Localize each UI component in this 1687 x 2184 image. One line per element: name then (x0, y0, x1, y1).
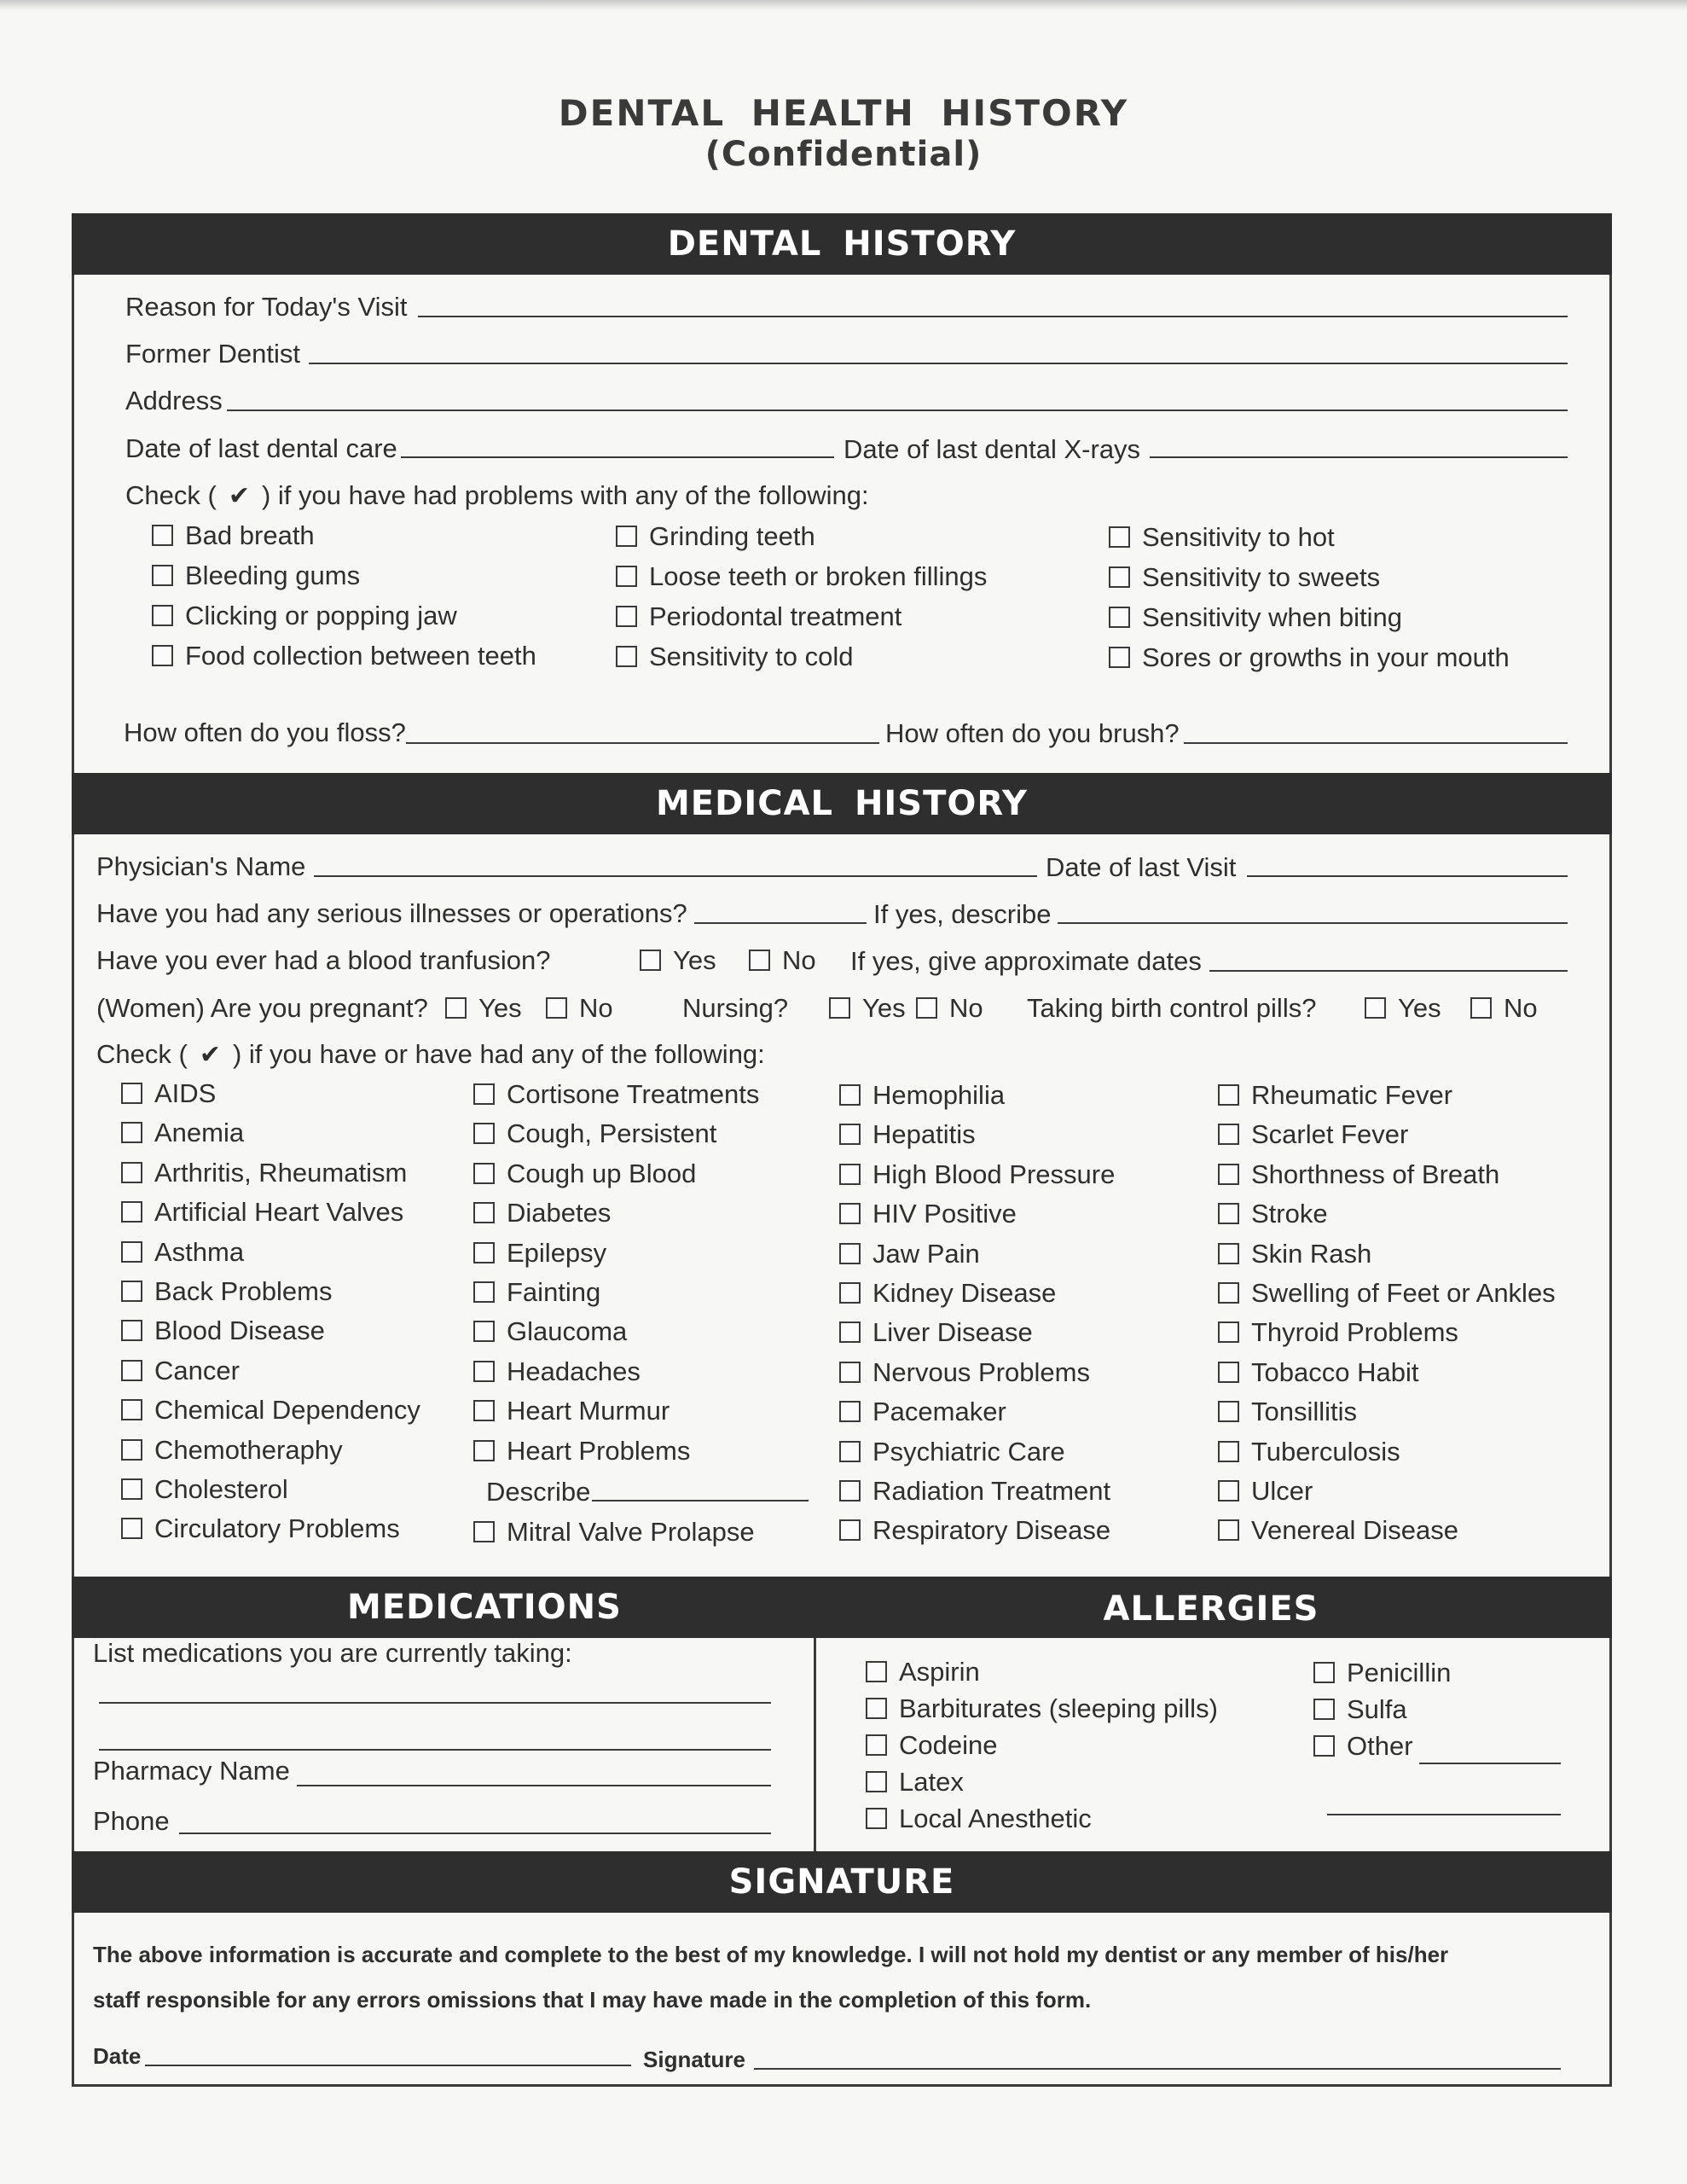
problem-sensitivity-to-sweets[interactable] (1109, 564, 1380, 590)
statement-line-1: The above information is accurate and complete to the best of my knowledge. I will not hold my dentist or any member of his/her (93, 1942, 1449, 1967)
checkbox[interactable] (866, 1661, 887, 1682)
checkbox[interactable] (152, 525, 173, 546)
illness-label: Have you had any serious illnesses or operations? (96, 898, 687, 928)
allergy-label: Aspirin (899, 1657, 980, 1687)
checkbox[interactable] (866, 1698, 887, 1719)
problem-sensitivity-to-hot[interactable] (1109, 524, 1335, 550)
checkbox[interactable] (1365, 997, 1386, 1019)
transfusion-yes[interactable]: Yes (640, 947, 716, 973)
condition-skin-rash[interactable] (1218, 1240, 1371, 1267)
condition-label: High Blood Pressure (872, 1159, 1116, 1189)
checkbox[interactable] (1218, 1203, 1239, 1224)
condition-hiv-positive[interactable] (839, 1200, 1017, 1227)
checkbox[interactable] (121, 1281, 142, 1302)
checkbox[interactable] (121, 1122, 142, 1143)
checkbox[interactable] (1218, 1124, 1239, 1145)
checkbox[interactable] (121, 1518, 142, 1539)
checkbox[interactable] (839, 1321, 861, 1343)
condition-headaches[interactable] (473, 1358, 641, 1385)
condition-radiation-treatment[interactable] (839, 1478, 1110, 1504)
checkbox[interactable] (121, 1083, 142, 1104)
checkbox[interactable] (839, 1480, 861, 1502)
condition-chemical-dependency[interactable] (121, 1395, 420, 1426)
condition-fainting[interactable] (473, 1279, 600, 1305)
checkbox[interactable] (839, 1243, 861, 1264)
scan-edge (0, 0, 1687, 10)
allergy-label: Codeine (899, 1730, 998, 1760)
checkbox[interactable] (1218, 1084, 1239, 1106)
condition-label: Asthma (154, 1236, 245, 1267)
date-label: Date (93, 2043, 142, 2069)
medication-line-1[interactable] (99, 1702, 771, 1704)
condition-label: Mitral Valve Prolapse (507, 1517, 755, 1547)
allergy-latex[interactable] (866, 1769, 964, 1795)
problem-label: Sensitivity when biting (1142, 602, 1402, 632)
checkbox[interactable] (473, 1521, 495, 1542)
checkbox[interactable] (473, 1321, 495, 1342)
address-label: Address (125, 386, 223, 415)
condition-rheumatic-fever[interactable] (1218, 1082, 1452, 1108)
condition-label: Cholesterol (154, 1474, 288, 1504)
statement-line-2: staff responsible for any errors omissions that I may have made in the completion of this form. (93, 1987, 1092, 2013)
condition-artificial-heart-valves[interactable] (121, 1197, 404, 1228)
checkbox[interactable] (616, 646, 637, 667)
problem-label: Sensitivity to cold (649, 642, 854, 671)
signature-field[interactable] (754, 2068, 1561, 2070)
checkbox[interactable] (1218, 1321, 1239, 1343)
checkbox[interactable] (1470, 997, 1492, 1019)
condition-label: Blood Disease (154, 1316, 325, 1346)
illness-field[interactable] (694, 922, 867, 924)
condition-cholesterol[interactable] (121, 1476, 288, 1502)
problem-periodontal-treatment[interactable] (616, 603, 901, 630)
problem-sores-or-growths-in-your-mouth[interactable] (1109, 644, 1510, 671)
problem-label: Sensitivity to sweets (1142, 562, 1381, 592)
nursing-no[interactable]: No (916, 995, 983, 1021)
physician-field[interactable] (314, 875, 1037, 877)
illness-describe-field[interactable] (1058, 922, 1568, 924)
condition-label: Heart Problems (507, 1435, 691, 1466)
condition-pacemaker[interactable] (839, 1398, 1006, 1425)
reason-label: Reason for Today's Visit (125, 292, 408, 322)
condition-label: Glaucoma (507, 1316, 628, 1347)
checkbox[interactable] (546, 997, 567, 1019)
condition-tuberculosis[interactable] (1218, 1438, 1400, 1465)
condition-hepatitis[interactable] (839, 1119, 976, 1150)
condition-liver-disease[interactable] (839, 1317, 1033, 1348)
condition-label: Cough up Blood (507, 1158, 697, 1188)
nursing-yes[interactable]: Yes (829, 995, 906, 1021)
problem-sensitivity-to-cold[interactable] (616, 643, 854, 670)
phone-label: Phone (93, 1806, 170, 1836)
signature-label: Signature (643, 2047, 745, 2072)
checkbox[interactable] (1313, 1735, 1335, 1757)
signature-header: SIGNATURE (72, 1851, 1612, 1913)
condition-label: Tuberculosis (1251, 1436, 1400, 1467)
last-visit-label: Date of last Visit (1046, 852, 1237, 882)
checkbox[interactable] (1218, 1164, 1239, 1185)
describe-field[interactable] (592, 1500, 809, 1502)
reason-field[interactable] (418, 316, 1568, 317)
problem-label: Bad breath (185, 520, 315, 550)
transfusion-no[interactable]: No (749, 947, 816, 973)
medication-line-2[interactable] (99, 1749, 771, 1751)
condition-label: Kidney Disease (872, 1278, 1057, 1308)
checkbox[interactable] (616, 526, 637, 547)
checkmark-icon: ✔ (199, 1041, 221, 1069)
condition-label: Shorthness of Breath (1251, 1159, 1500, 1189)
checkbox[interactable] (473, 1163, 495, 1184)
condition-venereal-disease[interactable] (1218, 1515, 1458, 1546)
other-allergy-field[interactable] (1419, 1763, 1561, 1764)
pharmacy-label: Pharmacy Name (93, 1756, 290, 1786)
allergy-label: Penicillin (1347, 1658, 1452, 1687)
checkbox[interactable] (473, 1281, 495, 1303)
checkmark-icon: ✔ (228, 482, 250, 510)
condition-label: Rheumatic Fever (1251, 1080, 1453, 1110)
checkbox[interactable] (121, 1360, 142, 1381)
last-care-field[interactable] (401, 456, 834, 458)
checkbox[interactable] (1109, 526, 1130, 548)
condition-mitral-valve-prolapse[interactable] (473, 1519, 755, 1545)
condition-hemophilia[interactable] (839, 1082, 1005, 1108)
checkbox[interactable] (445, 997, 467, 1019)
condition-glaucoma[interactable] (473, 1318, 627, 1345)
pregnant-label: (Women) Are you pregnant? (96, 993, 428, 1023)
checkbox[interactable] (839, 1203, 861, 1224)
allergy-penicillin[interactable] (1313, 1659, 1451, 1686)
checkbox[interactable] (152, 645, 173, 666)
checkbox[interactable] (1109, 607, 1130, 628)
checkbox[interactable] (1313, 1662, 1335, 1683)
problem-food-collection-between-teeth[interactable] (152, 642, 536, 669)
checkbox[interactable] (1218, 1519, 1239, 1541)
condition-shorthness-of-breath[interactable] (1218, 1161, 1499, 1188)
condition-label: Epilepsy (507, 1237, 607, 1268)
condition-circulatory-problems[interactable] (121, 1515, 400, 1542)
condition-label: Fainting (507, 1277, 601, 1307)
section-divider (814, 1638, 816, 1851)
allergy-label: Latex (899, 1767, 964, 1797)
checkbox[interactable] (839, 1519, 861, 1541)
checkbox[interactable] (473, 1202, 495, 1223)
allergy-label: Other (1347, 1731, 1413, 1761)
condition-psychiatric-care[interactable] (839, 1438, 1065, 1465)
condition-tobacco-habit[interactable] (1218, 1356, 1419, 1387)
checkbox[interactable] (839, 1084, 861, 1106)
former-dentist-label: Former Dentist (125, 339, 300, 369)
condition-cough-persistent[interactable] (473, 1120, 716, 1147)
floss-label: How often do you floss? (124, 717, 406, 747)
allergy-label: Sulfa (1347, 1694, 1407, 1724)
checkbox[interactable] (1313, 1699, 1335, 1720)
condition-respiratory-disease[interactable] (839, 1515, 1111, 1546)
birth-control-label: Taking birth control pills? (1027, 993, 1317, 1023)
checkbox[interactable] (1109, 566, 1130, 588)
checkbox[interactable] (121, 1478, 142, 1500)
allergy-sulfa[interactable] (1313, 1696, 1407, 1722)
condition-scarlet-fever[interactable] (1218, 1119, 1409, 1150)
allergy-codeine[interactable] (866, 1732, 997, 1758)
dental-history-header: DENTAL HISTORY (72, 213, 1612, 275)
problem-bleeding-gums[interactable] (152, 562, 360, 589)
problem-sensitivity-when-biting[interactable] (1109, 604, 1402, 630)
condition-label: Tonsillitis (1251, 1397, 1358, 1427)
checkbox[interactable] (1218, 1441, 1239, 1462)
condition-chemotheraphy[interactable] (121, 1434, 343, 1465)
checkbox[interactable] (640, 950, 661, 971)
medical-history-header: MEDICAL HISTORY (72, 773, 1612, 834)
pharmacy-field[interactable] (297, 1785, 771, 1786)
condition-blood-disease[interactable] (121, 1317, 325, 1344)
condition-label: Venereal Disease (1251, 1515, 1458, 1546)
checkbox[interactable] (839, 1282, 861, 1304)
condition-label: Cancer (154, 1355, 240, 1385)
medical-check-instruction: Check ( ✔ ) if you have or have had any of the following: (96, 1039, 765, 1069)
condition-label: AIDS (154, 1078, 217, 1108)
checkbox[interactable] (1218, 1362, 1239, 1383)
checkbox[interactable] (121, 1162, 142, 1183)
problem-label: Sores or growths in your mouth (1142, 642, 1510, 672)
transfusion-dates-label: If yes, give approximate dates (850, 946, 1202, 976)
condition-tonsillitis[interactable] (1218, 1398, 1357, 1425)
condition-label: Radiation Treatment (872, 1476, 1111, 1506)
condition-label: Thyroid Problems (1251, 1317, 1458, 1348)
allergy-other[interactable] (1313, 1733, 1413, 1759)
checkbox[interactable] (121, 1320, 142, 1341)
checkbox[interactable] (121, 1439, 142, 1461)
condition-label: Stroke (1251, 1199, 1328, 1229)
brush-label: How often do you brush? (885, 718, 1180, 748)
condition-high-blood-pressure[interactable] (839, 1161, 1115, 1188)
date-field[interactable] (145, 2065, 631, 2066)
condition-aids[interactable] (121, 1080, 216, 1107)
checkbox[interactable] (839, 1124, 861, 1145)
checkbox[interactable] (1109, 647, 1130, 668)
floss-field[interactable] (406, 742, 879, 744)
condition-label: Diabetes (507, 1198, 612, 1228)
birth-control-no[interactable]: No (1470, 995, 1538, 1021)
condition-back-problems[interactable] (121, 1278, 332, 1304)
condition-swelling-of-feet-or-ankles[interactable] (1218, 1280, 1556, 1306)
checkbox[interactable] (839, 1164, 861, 1185)
pregnant-no[interactable]: No (546, 995, 613, 1021)
checkbox[interactable] (473, 1400, 495, 1421)
checkbox[interactable] (916, 997, 937, 1019)
problem-bad-breath[interactable] (152, 522, 315, 549)
condition-nervous-problems[interactable] (839, 1356, 1090, 1387)
phone-field[interactable] (179, 1833, 771, 1834)
condition-label: Back Problems (154, 1276, 333, 1306)
brush-field[interactable] (1184, 742, 1568, 744)
last-xray-field[interactable] (1150, 456, 1568, 458)
allergies-header: ALLERGIES (1103, 1589, 1319, 1629)
physician-label: Physician's Name (96, 851, 306, 881)
nursing-label: Nursing? (682, 993, 789, 1023)
condition-label: Scarlet Fever (1251, 1119, 1409, 1150)
checkbox[interactable] (616, 566, 637, 587)
checkbox[interactable] (1218, 1282, 1239, 1304)
condition-arthritis-rheumatism[interactable] (121, 1159, 407, 1186)
checkbox[interactable] (866, 1771, 887, 1792)
address-field[interactable] (227, 410, 1568, 411)
problem-label: Clicking or popping jaw (185, 601, 457, 630)
checkbox[interactable] (121, 1399, 142, 1420)
checkbox[interactable] (473, 1123, 495, 1144)
condition-ulcer[interactable] (1218, 1478, 1313, 1504)
checkbox[interactable] (866, 1808, 887, 1829)
condition-label: Circulatory Problems (154, 1513, 400, 1544)
condition-label: Arthritis, Rheumatism (154, 1157, 408, 1188)
problem-loose-teeth-or-broken-fillings[interactable] (616, 563, 987, 590)
condition-label: Chemotheraphy (154, 1434, 343, 1465)
checkbox[interactable] (1218, 1480, 1239, 1502)
condition-thyroid-problems[interactable] (1218, 1317, 1458, 1348)
condition-label: Cough, Persistent (507, 1118, 717, 1149)
condition-heart-problems[interactable] (473, 1435, 691, 1466)
condition-kidney-disease[interactable] (839, 1280, 1056, 1306)
condition-label: Psychiatric Care (872, 1436, 1065, 1467)
condition-label: Respiratory Disease (872, 1515, 1111, 1546)
problem-label: Food collection between teeth (185, 641, 536, 671)
condition-jaw-pain[interactable] (839, 1240, 980, 1267)
checkbox[interactable] (829, 997, 850, 1019)
checkbox[interactable] (473, 1242, 495, 1263)
checkbox[interactable] (121, 1241, 142, 1263)
problem-label: Loose teeth or broken fillings (649, 561, 988, 591)
allergy-label: Barbiturates (sleeping pills) (899, 1693, 1218, 1723)
medications-list-label: List medications you are currently taking: (93, 1638, 572, 1668)
checkbox[interactable] (473, 1440, 495, 1461)
pregnant-yes[interactable]: Yes (445, 995, 522, 1021)
problem-label: Grinding teeth (649, 521, 815, 551)
condition-label: Liver Disease (872, 1317, 1033, 1348)
condition-label: Swelling of Feet or Ankles (1251, 1278, 1556, 1308)
checkbox[interactable] (473, 1083, 495, 1105)
condition-label: Pacemaker (872, 1397, 1006, 1427)
allergy-aspirin[interactable] (866, 1658, 980, 1685)
last-xray-label: Date of last dental X-rays (844, 434, 1141, 464)
condition-label: Heart Murmur (507, 1396, 670, 1426)
condition-label: Nervous Problems (872, 1356, 1090, 1387)
other-allergy-line-2[interactable] (1327, 1814, 1561, 1815)
checkbox[interactable] (839, 1441, 861, 1462)
allergy-label: Local Anesthetic (899, 1804, 1092, 1833)
condition-label: Hepatitis (872, 1119, 976, 1150)
condition-heart-murmur[interactable] (473, 1397, 670, 1424)
condition-label: Chemical Dependency (154, 1395, 420, 1426)
condition-asthma[interactable] (121, 1236, 245, 1267)
medications-header: MEDICATIONS (347, 1588, 622, 1627)
condition-label: Anemia (154, 1118, 245, 1148)
condition-anemia[interactable] (121, 1119, 244, 1146)
condition-label: Artificial Heart Valves (154, 1197, 404, 1228)
checkbox[interactable] (1218, 1243, 1239, 1264)
condition-cancer[interactable] (121, 1357, 240, 1384)
problem-grinding-teeth[interactable] (616, 523, 815, 549)
checkbox[interactable] (839, 1362, 861, 1383)
last-care-label: Date of last dental care (125, 433, 397, 463)
checkbox[interactable] (473, 1361, 495, 1382)
allergy-barbiturates-sleeping-pills[interactable] (866, 1695, 1218, 1722)
former-dentist-field[interactable] (309, 363, 1568, 364)
checkbox[interactable] (152, 605, 173, 626)
checkbox[interactable] (749, 950, 770, 971)
condition-label: Cortisone Treatments (507, 1079, 760, 1109)
problem-label: Bleeding gums (185, 561, 361, 590)
birth-control-yes[interactable]: Yes (1365, 995, 1441, 1021)
condition-label: Jaw Pain (872, 1238, 980, 1269)
checkbox[interactable] (616, 606, 637, 627)
checkbox[interactable] (1218, 1401, 1239, 1422)
transfusion-label: Have you ever had a blood tranfusion? (96, 945, 551, 975)
problem-clicking-or-popping-jaw[interactable] (152, 602, 457, 629)
condition-cough-up-blood[interactable] (473, 1160, 696, 1187)
condition-label: Tobacco Habit (1251, 1356, 1419, 1387)
problem-label: Sensitivity to hot (1142, 522, 1335, 552)
form-subtitle: (Confidential) (704, 135, 983, 174)
checkbox[interactable] (839, 1401, 861, 1422)
checkbox[interactable] (152, 565, 173, 586)
condition-label: Skin Rash (1251, 1238, 1372, 1269)
checkbox[interactable] (866, 1734, 887, 1756)
transfusion-dates-field[interactable] (1209, 970, 1568, 972)
allergy-local-anesthetic[interactable] (866, 1805, 1092, 1832)
condition-label: Headaches (507, 1356, 641, 1386)
form-title: DENTAL HEALTH HISTORY (558, 92, 1129, 134)
condition-label: Ulcer (1251, 1476, 1313, 1506)
condition-stroke[interactable] (1218, 1200, 1328, 1227)
condition-epilepsy[interactable] (473, 1237, 607, 1268)
problem-label: Periodontal treatment (649, 601, 902, 631)
condition-label: HIV Positive (872, 1199, 1017, 1229)
condition-cortisone-treatments[interactable] (473, 1081, 759, 1107)
describe-label: Describe (486, 1477, 591, 1507)
last-visit-field[interactable] (1247, 875, 1568, 877)
condition-label: Hemophilia (872, 1080, 1006, 1110)
illness-describe-label: If yes, describe (873, 899, 1052, 929)
dental-check-instruction: Check ( ✔ ) if you have had problems with any of the following: (125, 480, 869, 510)
condition-diabetes[interactable] (473, 1199, 611, 1226)
checkbox[interactable] (121, 1201, 142, 1223)
